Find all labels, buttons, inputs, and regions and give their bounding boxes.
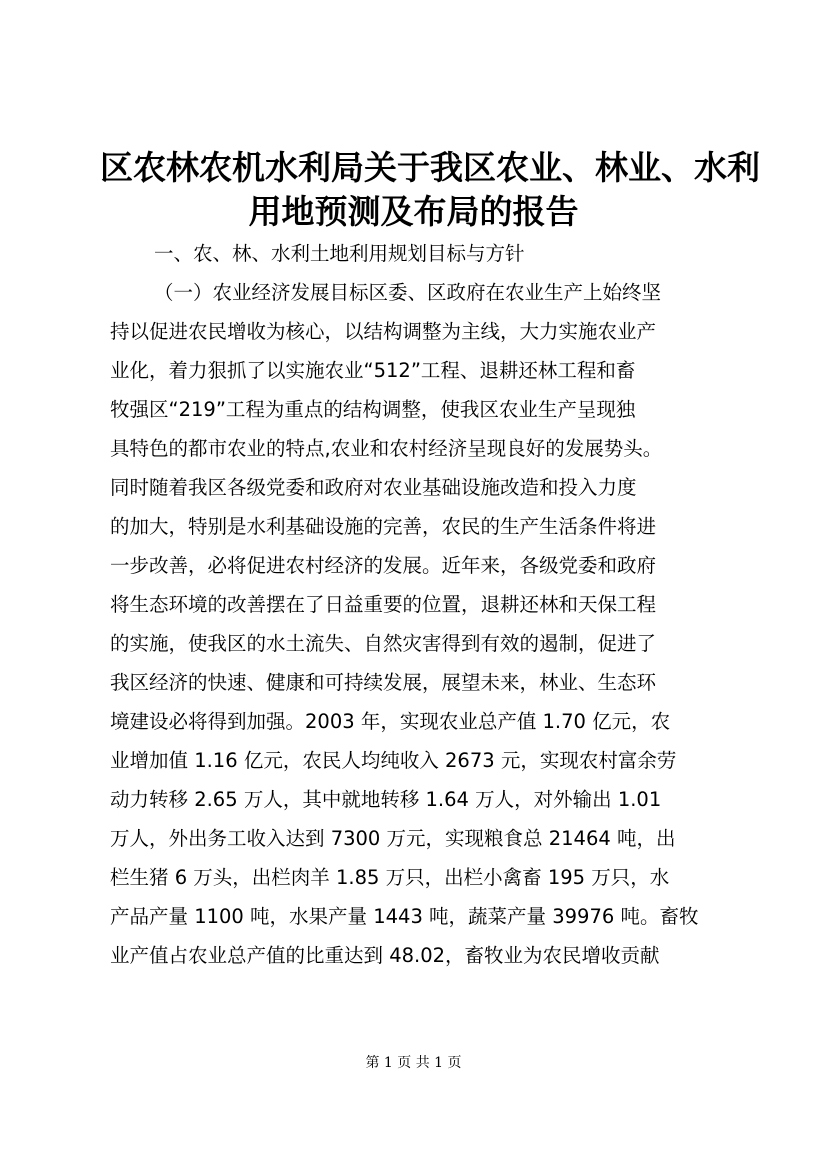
paragraph-line: 业产值占农业总产值的比重达到 48.02，畜牧业为农民增收贡献 bbox=[110, 944, 660, 967]
paragraph-line: 同时随着我区各级党委和政府对农业基础设施改造和投入力度 bbox=[110, 476, 637, 499]
section-heading: 一、农、林、水利土地利用规划目标与方针 bbox=[154, 242, 525, 265]
paragraph-line: 动力转移 2.65 万人，其中就地转移 1.64 万人，对外输出 1.01 bbox=[110, 788, 662, 811]
document-body bbox=[110, 234, 730, 975]
paragraph-line: 产品产量 1100 吨，水果产量 1443 吨，蔬菜产量 39976 吨。畜牧 bbox=[110, 905, 699, 928]
title-line-1: 区农林农机水利局关于我区农业、林业、水利 bbox=[100, 148, 760, 187]
paragraph-line: 将生态环境的改善摆在了日益重要的位置，退耕还林和天保工程 bbox=[110, 593, 657, 616]
paragraph-line: 业化，着力狠抓了以实施农业“512”工程、退耕还林工程和畜 bbox=[110, 359, 636, 382]
paragraph-line: （一）农业经济发展目标区委、区政府在农业生产上始终坚 bbox=[154, 281, 662, 304]
paragraph-line: 的加大，特别是水利基础设施的完善，农民的生产生活条件将进 bbox=[110, 515, 657, 538]
paragraph-line: 业增加值 1.16 亿元，农民人均纯收入 2673 元，实现农村富余劳 bbox=[110, 749, 677, 772]
paragraph-line: 栏生猪 6 万头，出栏肉羊 1.85 万只，出栏小禽畜 195 万只，水 bbox=[110, 866, 670, 889]
paragraph-line: 具特色的都市农业的特点,农业和农村经济呈现良好的发展势头。 bbox=[110, 437, 663, 460]
paragraph-line: 我区经济的快速、健康和可持续发展，展望未来，林业、生态环 bbox=[110, 671, 657, 694]
paragraph-line: 万人，外出务工收入达到 7300 万元，实现粮食总 21464 吨，出 bbox=[110, 827, 676, 850]
document-title bbox=[100, 146, 760, 234]
paragraph-line: 一步改善，必将促进农村经济的发展。近年来，各级党委和政府 bbox=[110, 554, 657, 577]
paragraph-line: 境建设必将得到加强。2003 年，实现农业总产值 1.70 亿元，农 bbox=[110, 710, 671, 733]
paragraph-line: 持以促进农民增收为核心，以结构调整为主线，大力实施农业产 bbox=[110, 320, 657, 343]
paragraph-line: 牧强区“219”工程为重点的结构调整，使我区农业生产呈现独 bbox=[110, 398, 636, 421]
title-line-2: 用地预测及布局的报告 bbox=[248, 192, 579, 231]
page-footer: 第 1 页 共 1 页 bbox=[365, 1055, 462, 1071]
paragraph-line: 的实施，使我区的水土流失、自然灾害得到有效的遏制，促进了 bbox=[110, 632, 657, 655]
